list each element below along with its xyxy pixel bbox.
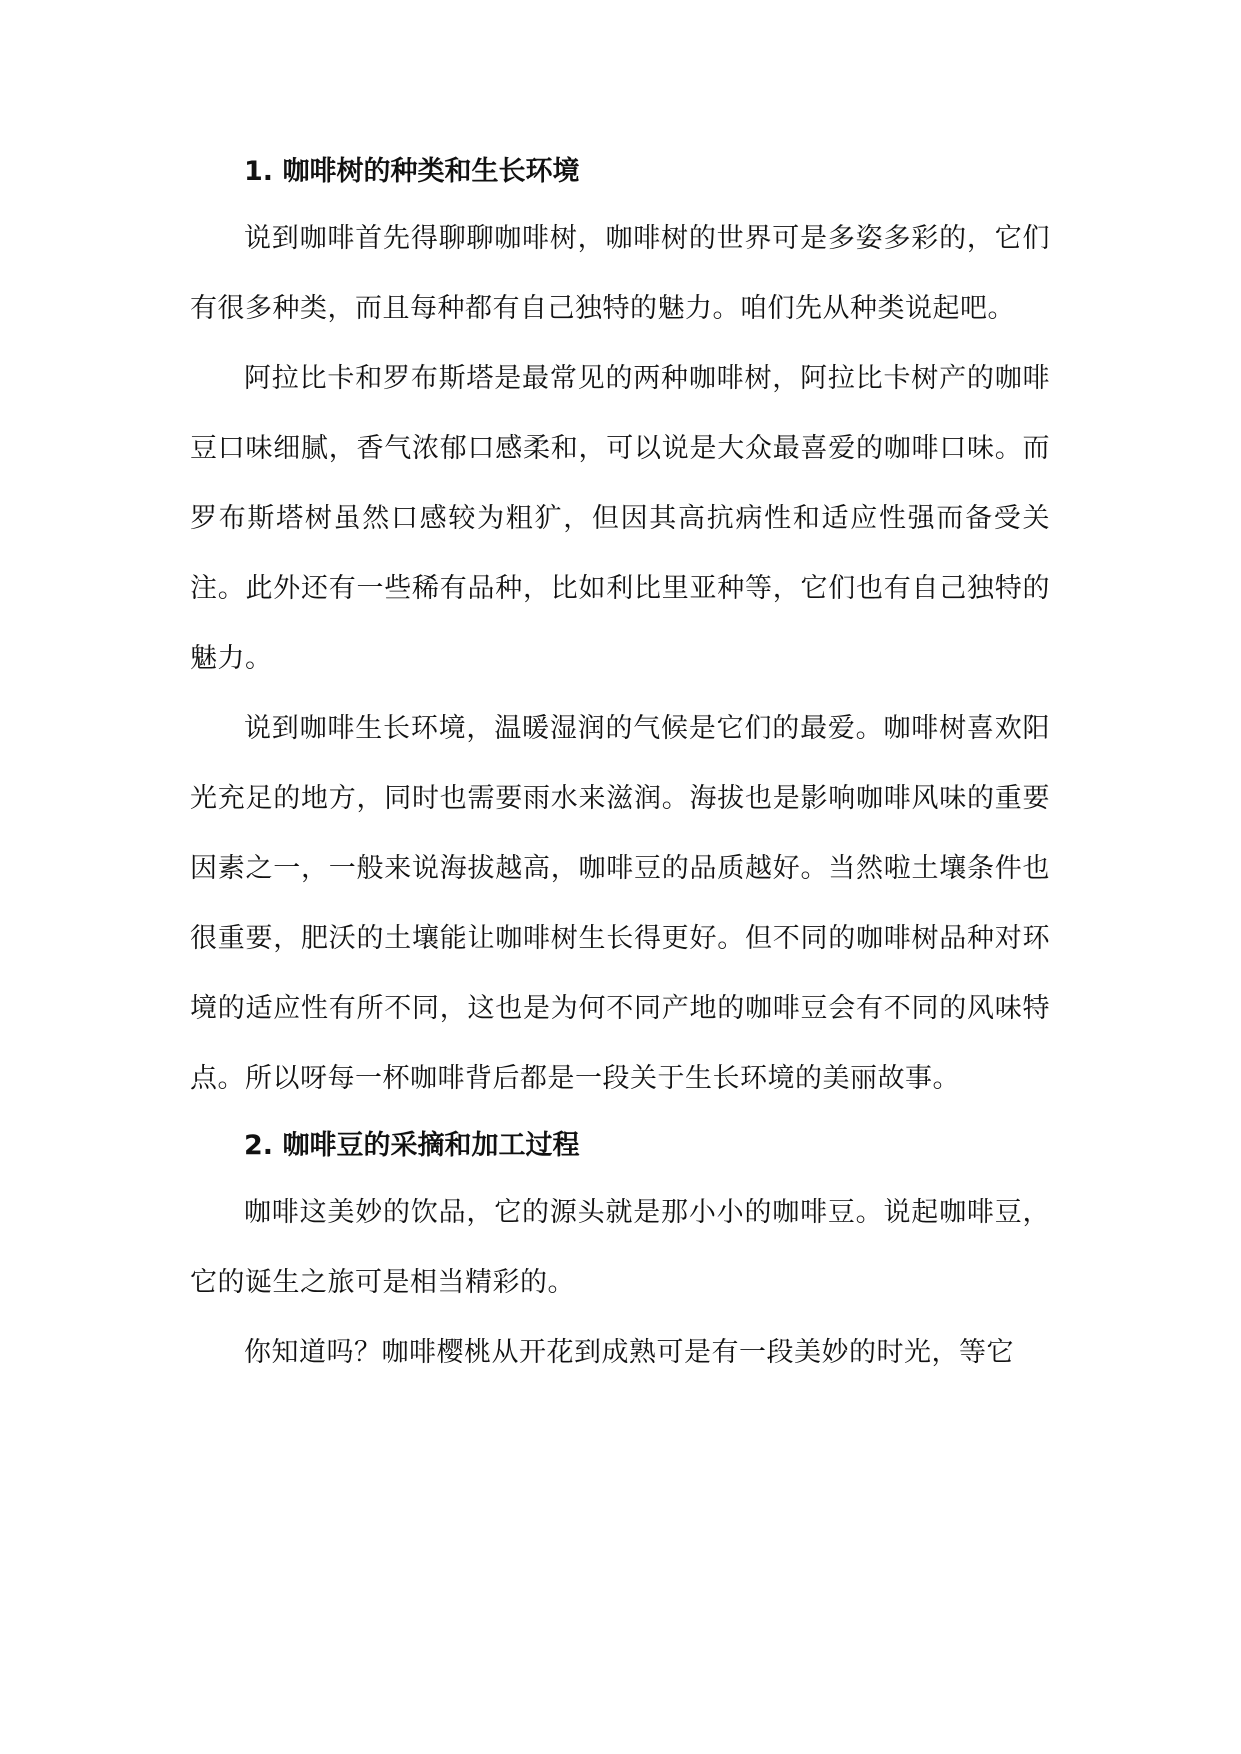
paragraph-2-1: 咖啡这美妙的饮品，它的源头就是那小小的咖啡豆。说起咖啡豆，它的诞生之旅可是相当精彩的。 (190, 1197, 1050, 1298)
paragraph-1-3: 说到咖啡生长环境，温暖湿润的气候是它们的最爱。咖啡树喜欢阳光充足的地方，同时也需要雨水来滋润。海拔也是影响咖啡风味的重要因素之一，一般来说海拔越高，咖啡豆的品质越好。当然啦土壤条件也很重要，肥沃的土壤能让咖啡树生长得更好。但不同的咖啡树品种对环境的适应性有所不同，这也是为何不同产地的咖啡豆会有不同的风味特点。所以呀每一杯咖啡背后都是一段关于生长环境的美丽故事。 (190, 713, 1050, 1094)
section-heading-1: 1. 咖啡树的种类和生长环境 (244, 156, 580, 187)
paragraph-1-1: 说到咖啡首先得聊聊咖啡树，咖啡树的世界可是多姿多彩的，它们有很多种类，而且每种都有自己独特的魅力。咱们先从种类说起吧。 (190, 223, 1050, 324)
paragraph-2-2: 你知道吗？咖啡樱桃从开花到成熟可是有一段美妙的时光，等它 (244, 1337, 1014, 1368)
section-heading-2: 2. 咖啡豆的采摘和加工过程 (244, 1130, 580, 1161)
paragraph-1-2: 阿拉比卡和罗布斯塔是最常见的两种咖啡树，阿拉比卡树产的咖啡豆口味细腻，香气浓郁口感柔和，可以说是大众最喜爱的咖啡口味。而罗布斯塔树虽然口感较为粗犷，但因其高抗病性和适应性强而备受关注。此外还有一些稀有品种，比如利比里亚种等，它们也有自己独特的魅力。 (190, 363, 1050, 674)
document-body (190, 140, 1050, 1388)
